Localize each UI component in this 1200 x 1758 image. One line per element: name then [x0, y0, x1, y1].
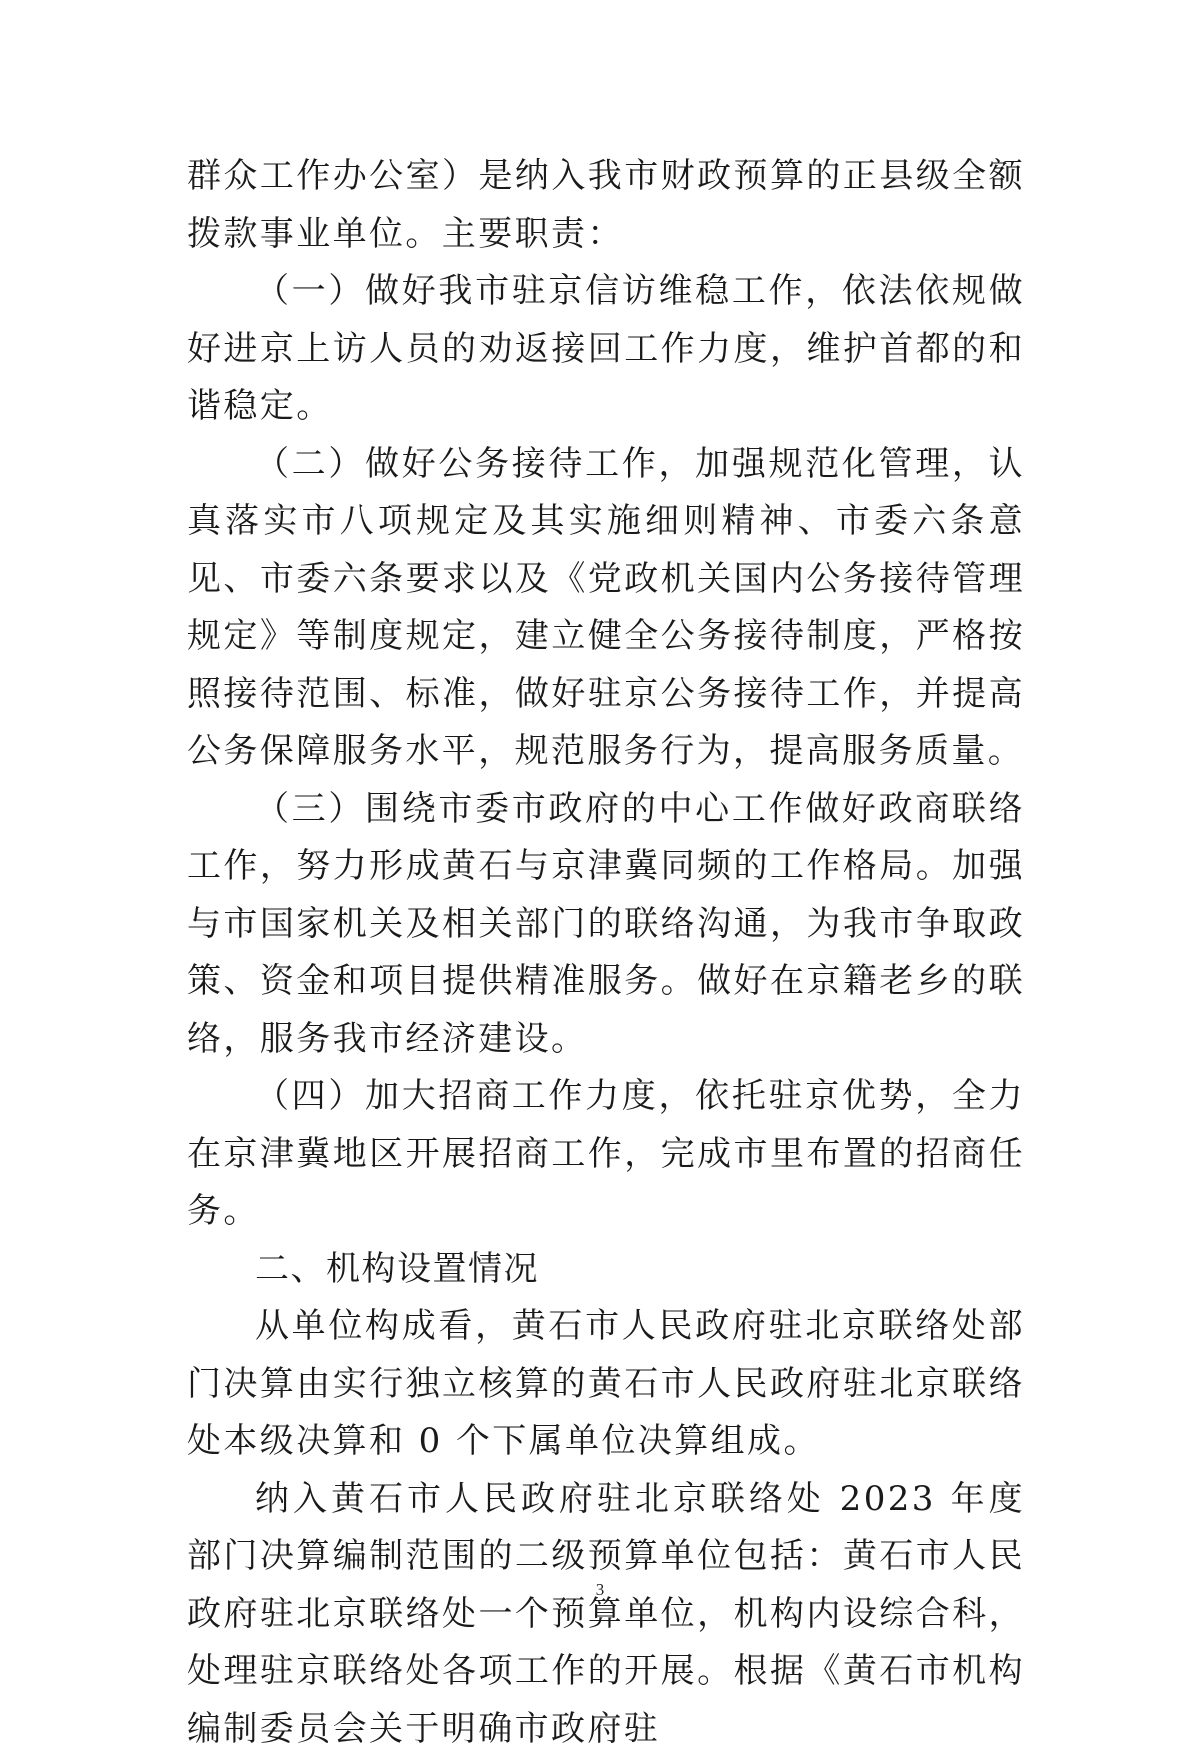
- paragraph-duty-2: （二）做好公务接待工作，加强规范化管理，认真落实市八项规定及其实施细则精神、市委六条意见、市委六条要求以及《党政机关国内公务接待管理规定》等制度规定，建立健全公务接待制度，严格按照接待范围、标准，做好驻京公务接待工作，并提高公务保障服务水平，规范服务行为，提高服务质量。: [187, 436, 1025, 781]
- paragraph-structure: 从单位构成看，黄石市人民政府驻北京联络处部门决算由实行独立核算的黄石市人民政府驻北京联络处本级决算和 0 个下属单位决算组成。: [187, 1298, 1025, 1471]
- paragraph-duty-3: （三）围绕市委市政府的中心工作做好政商联络工作，努力形成黄石与京津冀同频的工作格局。加强与市国家机关及相关部门的联络沟通，为我市争取政策、资金和项目提供精准服务。做好在京籍老乡的联络，服务我市经济建设。: [187, 781, 1025, 1069]
- section-heading: 二、机构设置情况: [187, 1241, 1025, 1299]
- paragraph-duty-1: （一）做好我市驻京信访维稳工作，依法依规做好进京上访人员的劝返接回工作力度，维护首都的和谐稳定。: [187, 263, 1025, 436]
- document-body: [187, 148, 1025, 1758]
- paragraph-continuation: 群众工作办公室）是纳入我市财政预算的正县级全额拨款事业单位。主要职责：: [187, 148, 1025, 263]
- paragraph-duty-4: （四）加大招商工作力度，依托驻京优势，全力在京津冀地区开展招商工作，完成市里布置的招商任务。: [187, 1068, 1025, 1241]
- page-number: 3: [0, 1580, 1200, 1600]
- paragraph-scope: 纳入黄石市人民政府驻北京联络处 2023 年度部门决算编制范围的二级预算单位包括：黄石市人民政府驻北京联络处一个预算单位，机构内设综合科，处理驻京联络处各项工作的开展。根据《黄石市机构编制委员会关于明确市政府驻: [187, 1471, 1025, 1758]
